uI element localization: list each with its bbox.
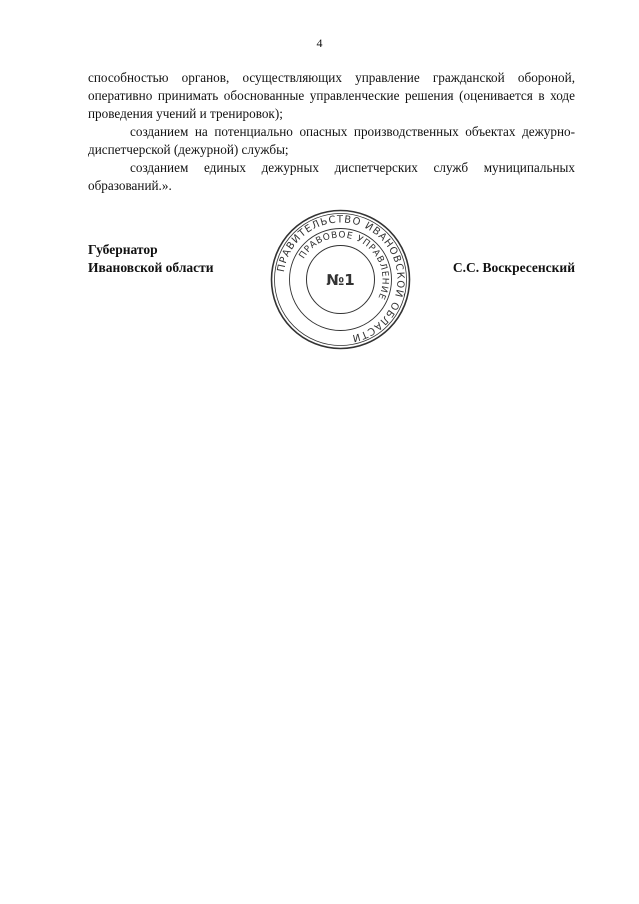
stamp-ring-text: ПРАВИТЕЛЬСТВО ИВАНОВСКОЙ ОБЛАСТИ	[275, 214, 406, 344]
stamp-number: №1	[326, 271, 355, 289]
paragraph-3: созданием единых дежурных диспетчерских служб муниципальных образований.».	[88, 160, 575, 193]
signatory-title-line-2: Ивановской области	[88, 260, 214, 275]
page-number: 4	[316, 36, 323, 50]
svg-text:ПРАВОВОЕ УПРАВЛЕНИЕ	[298, 230, 390, 301]
paragraph-2: созданием на потенциально опасных производственных объектах дежурно-диспетчерской (дежурной) службы;	[88, 124, 575, 157]
signatory-title-line-1: Губернатор	[88, 242, 158, 257]
stamp-seal	[268, 207, 413, 352]
body-text	[88, 69, 575, 195]
stamp-inner-text: ПРАВОВОЕ УПРАВЛЕНИЕ	[297, 230, 390, 302]
official-stamp	[268, 207, 413, 352]
signatory-name: С.С. Воскресенский	[452, 260, 575, 275]
signatory-title	[88, 241, 214, 277]
paragraph-1: способностью органов, осуществляющих управление гражданской обороной, оперативно принимать обоснованные управленческие решения (оценивается в ходе проведения учений и тренировок);	[88, 70, 575, 121]
signature-block	[88, 214, 575, 344]
